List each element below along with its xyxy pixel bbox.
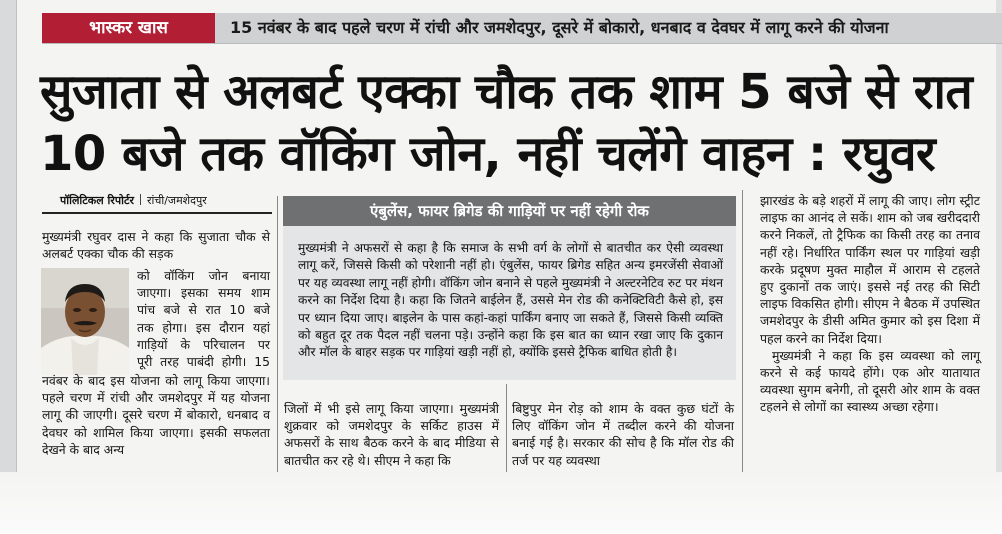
chief-minister-photo (41, 268, 129, 375)
column-4-body (760, 192, 980, 416)
wrap-line: को वॉकिंग जोन बनाया (137, 268, 270, 283)
sidebar-box (283, 196, 736, 380)
column-3-body: बिष्टुपुर मेन रोड़ को शाम के वक्त कुछ घंटों के लिए वॉकिंग जोन में तब्दील करने की योजना बनाई गई है। सरकार की सोच है कि मॉल रोड की तर्ज पर यह व्यवस्था (512, 401, 734, 468)
kicker-label: भास्कर खास (42, 13, 215, 43)
column-rule-1 (277, 196, 278, 472)
byline-rule (42, 212, 272, 214)
column-4-paragraph-2: मुख्यमंत्री ने कहा कि इस व्यवस्था को लागू करने से कई फायदे होंगे। एक ओर यातायात व्यवस्था सुगम बनेगी, तो दूसरी ओर शाम के वक्त टहलने से लोगों का स्वास्थ्य अच्छा रहेगा। (760, 347, 980, 415)
headline-line-1: सुजाता से अलबर्ट एक्का चौक तक शाम 5 बजे से रात (40, 64, 973, 120)
wrap-line: पांच बजे से रात 10 बजे (137, 302, 270, 318)
portrait-illustration (41, 268, 129, 375)
byline (60, 193, 207, 208)
kicker-bar (42, 13, 1002, 44)
kicker-text: 15 नवंबर के बाद पहले चरण में रांची और जमशेदपुर, दूसरे में बोकारो, धनबाद व देवघर में लागू करने की योजना (230, 18, 889, 37)
wrap-line: तक होगा। इस दौरान यहां (137, 319, 270, 335)
scan-left-edge (0, 0, 17, 534)
column-2-body: जिलों में भी इसे लागू किया जाएगा। मुख्यमंत्री शुक्रवार को जमशेदपुर के सर्किट हाउस में अफसरों के साथ बैठक करने के बाद मीडिया से बातचीत कर रहे थे। सीएम ने कहा कि (284, 401, 499, 468)
column-rule-3 (742, 190, 743, 472)
wrap-line: जाएगा। इसका समय शाम (137, 285, 270, 301)
column-rule-2 (506, 384, 507, 472)
scan-right-edge (996, 0, 1002, 534)
sidebar-box-title: एंबुलेंस, फायर ब्रिगेड की गाड़ियों पर नहीं रहेगी रोक (283, 196, 736, 226)
column-1-body: नवंबर के बाद इस योजना को लागू किया जाएगा। पहले चरण में रांची और जमशेदपुर में यह योजना लागू की जाएगी। दूसरे चरण में बोकारो, धनबाद व देवघर को शामिल किया जाएगा। इसकी सफलता देखने के बाद अन्य (42, 373, 270, 457)
wrap-line: गाड़ियों के परिचालन पर (137, 336, 270, 352)
sidebar-box-text: मुख्यमंत्री ने अफसरों से कहा है कि समाज के सभी वर्ग के लोगों से बातचीत कर ऐसी व्यवस्था लागू करें, जिससे किसी को परेशानी नहीं हो। एंबुलेंस, फायर ब्रिगेड सहित अन्य इमरजेंसी सेवाओं पर यह व्यवस्था लागू नहीं होगी। वॉकिंग जोन बनाने से पहले मुख्यमंत्री ने अल्टरनेटिव रुट पर मंथन करने का निर्देश दिया है। कहा कि जितने बाईलेन हैं, उससे मेन रोड की कनेक्टिविटी कैसे हो, इस पर ध्यान दिया जाए। बाइलेन के पास कहां-कहां पार्किंग बनाए जा सकते हैं, जिससे किसी व्यक्ति को बहुत दूर तक पैदल नहीं चलना पड़े। उन्होंने कहा कि इस बात का ध्यान रखा जाए कि दुकान और मॉल के बाहर सड़क पर गाड़ियां खड़ी नहीं हो, क्योंकि इससे ट्रैफिक बाधित होती है। (298, 241, 723, 360)
page-bottom-margin (0, 472, 1002, 534)
byline-location: रांची/जमशेदपुर (147, 194, 207, 207)
column-1-photo-wrap (137, 267, 270, 370)
column-1-intro: मुख्यमंत्री रघुवर दास ने कहा कि सुजाता चौक से अलबर्ट एक्का चौक की सड़क (42, 229, 270, 262)
byline-reporter: पॉलिटिकल रिपोर्टर (60, 194, 135, 207)
headline-line-2: 10 बजे तक वॉकिंग जोन, नहीं चलेंगे वाहन : रघुवर (40, 126, 936, 182)
byline-separator (140, 194, 141, 205)
wrap-line: पूरी तरह पाबंदी होगी। 15 (137, 354, 270, 370)
column-4-paragraph-1: झारखंड के बड़े शहरों में लागू की जाए। लोग स्ट्रीट लाइफ का आनंद ले सकें। शाम को जब खरीददारी करने निकलें, तो ट्रैफिक का किसी तरह का तनाव नहीं रहे। निर्धारित पार्किंग स्थल पर गाड़ियां खड़ी करके प्रदूषण मुक्त माहौल में आराम से टहलते हुए दुकानों तक जाएं। इससे नई तरह की सिटी लाइफ विकसित होगी। सीएम ने बैठक में उपस्थित जमशेदपुर के डीसी अमित कुमार को इस दिशा में पहल करने का निर्देश दिया। (760, 193, 980, 346)
